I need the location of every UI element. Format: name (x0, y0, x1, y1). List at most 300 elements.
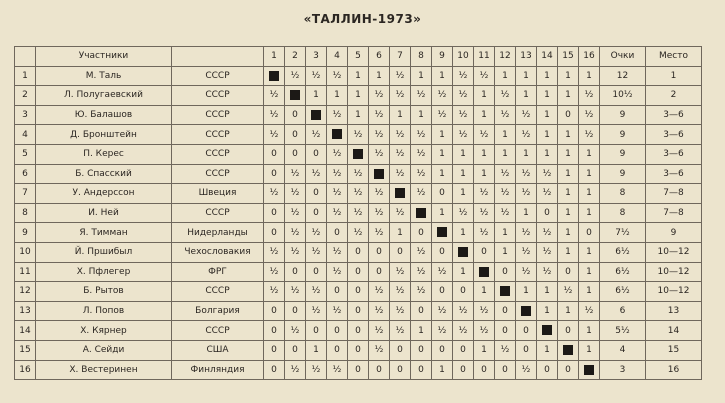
result-cell: 1 (558, 164, 579, 184)
result-cell: 1 (579, 144, 600, 164)
result-cell: ½ (411, 164, 432, 184)
place-cell: 9 (646, 223, 702, 243)
result-cell: 0 (495, 301, 516, 321)
row-number: 2 (15, 86, 36, 106)
header-row (15, 47, 702, 67)
result-cell: 0 (264, 164, 285, 184)
result-cell: 0 (327, 340, 348, 360)
points-cell: 5½ (600, 321, 646, 341)
result-cell: 1 (579, 340, 600, 360)
result-cell: ½ (348, 125, 369, 145)
points-cell: 6½ (600, 242, 646, 262)
black-square-icon (458, 247, 468, 257)
points-cell: 8 (600, 203, 646, 223)
round-header: 4 (327, 47, 348, 67)
result-cell: ½ (264, 184, 285, 204)
result-cell: ½ (474, 301, 495, 321)
result-cell: 1 (558, 242, 579, 262)
crosstable (14, 46, 702, 380)
result-cell: ½ (369, 223, 390, 243)
black-square-icon (290, 90, 300, 100)
result-cell: 1 (432, 360, 453, 380)
result-cell: ½ (411, 125, 432, 145)
result-cell: 1 (579, 321, 600, 341)
result-cell: 1 (432, 125, 453, 145)
result-cell: ½ (306, 164, 327, 184)
table-row (15, 360, 702, 380)
result-cell: 1 (495, 66, 516, 86)
result-cell: ½ (327, 203, 348, 223)
self-cell (306, 105, 327, 125)
row-number: 5 (15, 144, 36, 164)
result-cell: 1 (453, 223, 474, 243)
result-cell: 1 (306, 86, 327, 106)
result-cell: 0 (516, 340, 537, 360)
result-cell: ½ (327, 144, 348, 164)
row-number: 11 (15, 262, 36, 282)
place-cell: 2 (646, 86, 702, 106)
result-cell: 1 (516, 144, 537, 164)
result-cell: ½ (516, 223, 537, 243)
round-header: 10 (453, 47, 474, 67)
place-cell: 16 (646, 360, 702, 380)
row-number: 3 (15, 105, 36, 125)
result-cell: 1 (474, 282, 495, 302)
result-cell: ½ (264, 262, 285, 282)
place-cell: 13 (646, 301, 702, 321)
round-header: 12 (495, 47, 516, 67)
result-cell: ½ (285, 164, 306, 184)
result-cell: 0 (348, 340, 369, 360)
result-cell: 0 (264, 321, 285, 341)
result-cell: 1 (453, 164, 474, 184)
points-cell: 7½ (600, 223, 646, 243)
result-cell: ½ (306, 125, 327, 145)
result-cell: ½ (453, 301, 474, 321)
round-header: 14 (537, 47, 558, 67)
result-cell: ½ (516, 262, 537, 282)
black-square-icon (332, 129, 342, 139)
result-cell: 0 (306, 262, 327, 282)
table-row (15, 86, 702, 106)
result-cell: 1 (558, 223, 579, 243)
result-cell: ½ (411, 242, 432, 262)
result-cell: 0 (432, 282, 453, 302)
result-cell: 1 (579, 242, 600, 262)
participant-name: Я. Тимман (36, 223, 172, 243)
result-cell: ½ (516, 125, 537, 145)
result-cell: 1 (516, 282, 537, 302)
result-cell: 0 (285, 262, 306, 282)
result-cell: ½ (579, 125, 600, 145)
result-cell: 1 (495, 125, 516, 145)
result-cell: 1 (432, 203, 453, 223)
black-square-icon (437, 227, 447, 237)
result-cell: ½ (285, 282, 306, 302)
row-number: 14 (15, 321, 36, 341)
result-cell: ½ (495, 164, 516, 184)
points-cell: 8 (600, 184, 646, 204)
self-cell (558, 340, 579, 360)
self-cell (537, 321, 558, 341)
result-cell: 0 (264, 301, 285, 321)
result-cell: 0 (285, 125, 306, 145)
place-cell: 3—6 (646, 125, 702, 145)
result-cell: ½ (369, 105, 390, 125)
result-cell: 0 (516, 321, 537, 341)
result-cell: ½ (306, 360, 327, 380)
participant-country: СССР (172, 282, 264, 302)
country-header (172, 47, 264, 67)
result-cell: ½ (432, 105, 453, 125)
result-cell: ½ (453, 86, 474, 106)
result-cell: 1 (579, 66, 600, 86)
result-cell: 0 (264, 203, 285, 223)
result-cell: ½ (369, 144, 390, 164)
result-cell: 1 (432, 66, 453, 86)
result-cell: ½ (285, 203, 306, 223)
result-cell: 0 (474, 242, 495, 262)
result-cell: 1 (306, 340, 327, 360)
result-cell: 0 (390, 242, 411, 262)
result-cell: 0 (348, 360, 369, 380)
participant-country: США (172, 340, 264, 360)
result-cell: ½ (264, 105, 285, 125)
result-cell: 1 (537, 125, 558, 145)
page-title: «ТАЛЛИН-1973» (303, 12, 422, 26)
result-cell: ½ (348, 203, 369, 223)
round-header: 15 (558, 47, 579, 67)
result-cell: ½ (432, 301, 453, 321)
participant-name: Б. Рытов (36, 282, 172, 302)
result-cell: ½ (327, 105, 348, 125)
result-cell: ½ (495, 86, 516, 106)
place-cell: 7—8 (646, 184, 702, 204)
result-cell: 1 (537, 301, 558, 321)
result-cell: 0 (390, 340, 411, 360)
round-header: 11 (474, 47, 495, 67)
result-cell: 0 (411, 301, 432, 321)
participant-name: Х. Пфлегер (36, 262, 172, 282)
result-cell: ½ (306, 223, 327, 243)
result-cell: 1 (579, 164, 600, 184)
result-cell: 1 (348, 86, 369, 106)
table-row (15, 203, 702, 223)
participant-name: Д. Бронштейн (36, 125, 172, 145)
result-cell: ½ (537, 262, 558, 282)
result-cell: ½ (474, 66, 495, 86)
result-cell: ½ (453, 66, 474, 86)
table-row (15, 282, 702, 302)
self-cell (348, 144, 369, 164)
result-cell: ½ (390, 282, 411, 302)
participant-name: Л. Попов (36, 301, 172, 321)
result-cell: ½ (285, 360, 306, 380)
result-cell: 1 (537, 66, 558, 86)
result-cell: 0 (495, 262, 516, 282)
result-cell: 0 (264, 223, 285, 243)
result-cell: 0 (495, 360, 516, 380)
self-cell (453, 242, 474, 262)
result-cell: ½ (516, 242, 537, 262)
participant-country: СССР (172, 164, 264, 184)
result-cell: ½ (411, 184, 432, 204)
participant-country: ФРГ (172, 262, 264, 282)
result-cell: ½ (579, 86, 600, 106)
num-header (15, 47, 36, 67)
black-square-icon (584, 365, 594, 375)
result-cell: 0 (558, 262, 579, 282)
result-cell: ½ (369, 203, 390, 223)
participant-name: Ю. Балашов (36, 105, 172, 125)
result-cell: 1 (579, 282, 600, 302)
black-square-icon (269, 71, 279, 81)
result-cell: 1 (558, 66, 579, 86)
black-square-icon (311, 110, 321, 120)
result-cell: 0 (369, 242, 390, 262)
black-square-icon (563, 345, 573, 355)
result-cell: 0 (306, 184, 327, 204)
points-cell: 10½ (600, 86, 646, 106)
place-cell: 7—8 (646, 203, 702, 223)
row-number: 16 (15, 360, 36, 380)
participant-country: Чехословакия (172, 242, 264, 262)
result-cell: ½ (537, 164, 558, 184)
place-cell: 14 (646, 321, 702, 341)
result-cell: ½ (474, 223, 495, 243)
row-number: 9 (15, 223, 36, 243)
result-cell: 0 (306, 321, 327, 341)
table-row (15, 66, 702, 86)
result-cell: ½ (453, 105, 474, 125)
result-cell: ½ (327, 262, 348, 282)
result-cell: ½ (348, 223, 369, 243)
participant-country: Финляндия (172, 360, 264, 380)
result-cell: ½ (432, 262, 453, 282)
result-cell: ½ (474, 321, 495, 341)
participant-country: СССР (172, 86, 264, 106)
result-cell: 1 (495, 223, 516, 243)
result-cell: 1 (537, 144, 558, 164)
round-header: 3 (306, 47, 327, 67)
result-cell: 1 (369, 66, 390, 86)
result-cell: ½ (327, 164, 348, 184)
self-cell (285, 86, 306, 106)
result-cell: ½ (264, 125, 285, 145)
row-number: 10 (15, 242, 36, 262)
result-cell: 1 (558, 86, 579, 106)
self-cell (369, 164, 390, 184)
result-cell: 1 (474, 105, 495, 125)
result-cell: ½ (537, 223, 558, 243)
black-square-icon (542, 325, 552, 335)
participants-header: Участники (36, 47, 172, 67)
points-cell: 6½ (600, 262, 646, 282)
points-cell: 9 (600, 105, 646, 125)
result-cell: 0 (411, 223, 432, 243)
place-cell: 3—6 (646, 144, 702, 164)
self-cell (411, 203, 432, 223)
row-number: 4 (15, 125, 36, 145)
result-cell: 1 (558, 125, 579, 145)
result-cell: 0 (348, 242, 369, 262)
table-row (15, 340, 702, 360)
result-cell: ½ (327, 360, 348, 380)
result-cell: ½ (327, 242, 348, 262)
row-number: 7 (15, 184, 36, 204)
result-cell: 0 (264, 340, 285, 360)
result-cell: ½ (369, 340, 390, 360)
result-cell: 0 (495, 321, 516, 341)
result-cell: 0 (264, 360, 285, 380)
result-cell: 1 (348, 66, 369, 86)
result-cell: ½ (390, 164, 411, 184)
result-cell: 0 (285, 340, 306, 360)
row-number: 15 (15, 340, 36, 360)
participant-name: М. Таль (36, 66, 172, 86)
result-cell: ½ (453, 203, 474, 223)
result-cell: ½ (558, 282, 579, 302)
result-cell: ½ (537, 184, 558, 204)
result-cell: 0 (285, 301, 306, 321)
points-cell: 4 (600, 340, 646, 360)
result-cell: ½ (348, 164, 369, 184)
result-cell: ½ (390, 125, 411, 145)
result-cell: ½ (453, 125, 474, 145)
participant-name: А. Сейди (36, 340, 172, 360)
result-cell: ½ (285, 242, 306, 262)
result-cell: ½ (369, 301, 390, 321)
place-cell: 3—6 (646, 164, 702, 184)
result-cell: 0 (327, 282, 348, 302)
participant-country: Швеция (172, 184, 264, 204)
result-cell: ½ (411, 86, 432, 106)
result-cell: 0 (348, 282, 369, 302)
self-cell (390, 184, 411, 204)
result-cell: 1 (474, 164, 495, 184)
place-cell: 3—6 (646, 105, 702, 125)
result-cell: ½ (579, 105, 600, 125)
result-cell: 1 (411, 321, 432, 341)
points-cell: 6½ (600, 282, 646, 302)
participant-country: СССР (172, 321, 264, 341)
participant-name: Б. Спасский (36, 164, 172, 184)
result-cell: ½ (264, 86, 285, 106)
black-square-icon (353, 149, 363, 159)
result-cell: 1 (516, 66, 537, 86)
result-cell: ½ (495, 340, 516, 360)
participant-name: Й. Пршибыл (36, 242, 172, 262)
round-header: 7 (390, 47, 411, 67)
place-cell: 15 (646, 340, 702, 360)
participant-name: Х. Вестеринен (36, 360, 172, 380)
result-cell: ½ (390, 262, 411, 282)
self-cell (327, 125, 348, 145)
participant-country: Болгария (172, 301, 264, 321)
participant-name: У. Андерссон (36, 184, 172, 204)
result-cell: ½ (411, 282, 432, 302)
result-cell: 0 (537, 360, 558, 380)
result-cell: 1 (558, 203, 579, 223)
participant-name: И. Ней (36, 203, 172, 223)
result-cell: 1 (579, 262, 600, 282)
table-row (15, 184, 702, 204)
participant-name: П. Керес (36, 144, 172, 164)
result-cell: 0 (432, 340, 453, 360)
place-cell: 10—12 (646, 262, 702, 282)
result-cell: ½ (327, 301, 348, 321)
result-cell: ½ (390, 203, 411, 223)
result-cell: ½ (369, 321, 390, 341)
self-cell (432, 223, 453, 243)
result-cell: 1 (411, 105, 432, 125)
result-cell: ½ (516, 184, 537, 204)
result-cell: ½ (369, 86, 390, 106)
row-number: 6 (15, 164, 36, 184)
result-cell: 0 (369, 360, 390, 380)
points-header: Очки (600, 47, 646, 67)
round-header: 5 (348, 47, 369, 67)
round-header: 9 (432, 47, 453, 67)
result-cell: 1 (579, 203, 600, 223)
result-cell: 0 (411, 340, 432, 360)
round-header: 13 (516, 47, 537, 67)
result-cell: ½ (516, 105, 537, 125)
result-cell: ½ (327, 66, 348, 86)
points-cell: 3 (600, 360, 646, 380)
result-cell: 1 (348, 105, 369, 125)
table-row (15, 242, 702, 262)
participant-country: СССР (172, 144, 264, 164)
table-row (15, 223, 702, 243)
result-cell: ½ (474, 203, 495, 223)
round-header: 8 (411, 47, 432, 67)
result-cell: 0 (348, 321, 369, 341)
result-cell: ½ (516, 164, 537, 184)
self-cell (264, 66, 285, 86)
row-number: 13 (15, 301, 36, 321)
table-row (15, 301, 702, 321)
result-cell: 1 (411, 66, 432, 86)
result-cell: 1 (558, 184, 579, 204)
result-cell: 0 (558, 321, 579, 341)
result-cell: 1 (495, 144, 516, 164)
result-cell: 0 (432, 184, 453, 204)
black-square-icon (416, 208, 426, 218)
result-cell: 1 (495, 242, 516, 262)
result-cell: ½ (537, 242, 558, 262)
result-cell: 1 (390, 223, 411, 243)
result-cell: ½ (306, 301, 327, 321)
result-cell: 1 (453, 262, 474, 282)
table-row (15, 125, 702, 145)
result-cell: ½ (495, 184, 516, 204)
result-cell: 0 (369, 262, 390, 282)
points-cell: 9 (600, 125, 646, 145)
result-cell: 1 (516, 86, 537, 106)
result-cell: 0 (537, 203, 558, 223)
self-cell (474, 262, 495, 282)
self-cell (516, 301, 537, 321)
black-square-icon (521, 306, 531, 316)
black-square-icon (479, 267, 489, 277)
points-cell: 6 (600, 301, 646, 321)
result-cell: 1 (537, 340, 558, 360)
participant-country: СССР (172, 203, 264, 223)
result-cell: 0 (327, 223, 348, 243)
round-header: 16 (579, 47, 600, 67)
result-cell: ½ (432, 321, 453, 341)
